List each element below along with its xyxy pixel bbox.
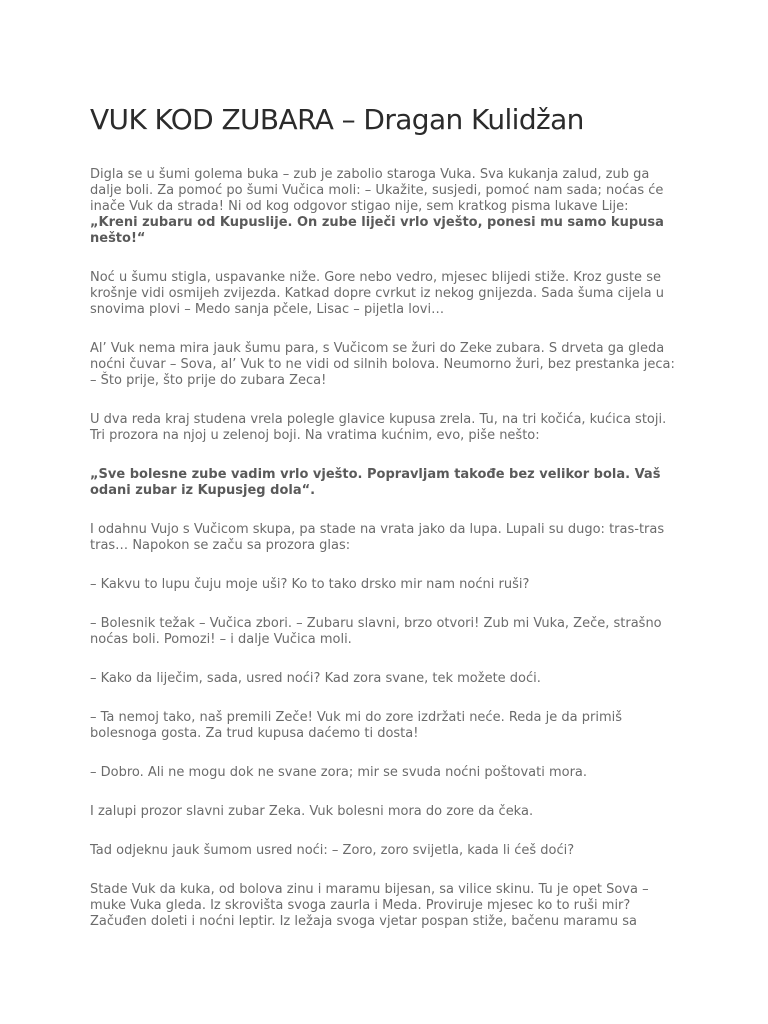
paragraph <box>90 882 678 930</box>
paragraph <box>90 341 678 389</box>
paragraph <box>90 522 678 554</box>
paragraph-text: Stade Vuk da kuka, od bolova zinu i maramu bijesan, sa vilice skinu. Tu je opet Sova – muke Vuka gleda. Iz skrovišta svoga zaurla i Meda. Proviruje mjesec ko to ruši mir? Začuđen doleti i noćni leptir. Iz ležaja svoga vjetar pospan stiže, bačenu maramu sa <box>90 882 649 929</box>
paragraph-text: – Ta nemoj tako, naš premili Zeče! Vuk mi do zore izdržati neće. Reda je da primiš bolesnoga gosta. Za trud kupusa daćemo ti dosta! <box>90 710 622 741</box>
paragraph-text: U dva reda kraj studena vrela polegle glavice kupusa zrela. Tu, na tri kočića, kućica stoji. Tri prozora na njoj u zelenoj boji. Na vratima kućnim, evo, piše nešto: <box>90 412 667 443</box>
paragraph-bold-text: „Sve bolesne zube vadim vrlo vješto. Popravljam takođe bez velikor bola. Vaš odani zubar iz Kupusjeg dola“. <box>90 467 661 498</box>
paragraph-text: Digla se u šumi golema buka – zub je zabolio staroga Vuka. Sva kukanja zalud, zub ga dalje boli. Za pomoć po šumi Vučica moli: – Ukažite, susjedi, pomoć nam sada; noćas će inače Vuk da strada! Ni od kog odgovor stigao nije, sem kratkog pisma lukave Lije: <box>90 167 664 214</box>
paragraph <box>90 671 678 687</box>
paragraph <box>90 843 678 859</box>
document-page <box>90 100 678 953</box>
paragraph-text: – Bolesnik težak – Vučica zbori. – Zubaru slavni, brzo otvori! Zub mi Vuka, Zeče, strašno noćas boli. Pomozi! – i dalje Vučica moli. <box>90 616 662 647</box>
paragraph-text: I zalupi prozor slavni zubar Zeka. Vuk bolesni mora do zore da čeka. <box>90 804 534 819</box>
paragraph-text: Al’ Vuk nema mira jauk šumu para, s Vučicom se žuri do Zeke zubara. S drveta ga gleda noćni čuvar – Sova, al’ Vuk to ne vidi od silnih bolova. Neumorno žuri, bez prestanka jeca: – Što prije, što prije do zubara Zeca! <box>90 341 675 388</box>
paragraph <box>90 804 678 820</box>
paragraph-text: Noć u šumu stigla, uspavanke niže. Gore nebo vedro, mjesec blijedi stiže. Kroz guste se krošnje vidi osmijeh zvijezda. Katkad dopre cvrkut iz nekog gnijezda. Sada šuma cijela u snovima plovi – Medo sanja pčele, Lisac – pijetla lovi… <box>90 270 664 317</box>
paragraph <box>90 167 678 247</box>
paragraph-text: – Kakvu to lupu čuju moje uši? Ko to tako drsko mir nam noćni ruši? <box>90 577 530 592</box>
paragraph <box>90 765 678 781</box>
document-title: VUK KOD ZUBARA – Dragan Kulidžan <box>90 103 584 136</box>
paragraph <box>90 467 678 499</box>
paragraph-text: I odahnu Vujo s Vučicom skupa, pa stade na vrata jako da lupa. Lupali su dugo: tras-tras tras… Napokon se začu sa prozora glas: <box>90 522 665 553</box>
paragraph-text: Tad odjeknu jauk šumom usred noći: – Zoro, zoro svijetla, kada li ćeš doći? <box>90 843 575 858</box>
paragraph-text: – Dobro. Ali ne mogu dok ne svane zora; mir se svuda noćni poštovati mora. <box>90 765 588 780</box>
paragraph-bold-text: „Kreni zubaru od Kupuslije. On zube liječi vrlo vješto, ponesi mu samo kupusa nešto!“ <box>90 215 664 246</box>
paragraph-text: – Kako da liječim, sada, usred noći? Kad zora svane, tek možete doći. <box>90 671 541 686</box>
paragraph <box>90 270 678 318</box>
paragraph <box>90 412 678 444</box>
paragraph <box>90 616 678 648</box>
paragraph <box>90 710 678 742</box>
paragraph <box>90 577 678 593</box>
